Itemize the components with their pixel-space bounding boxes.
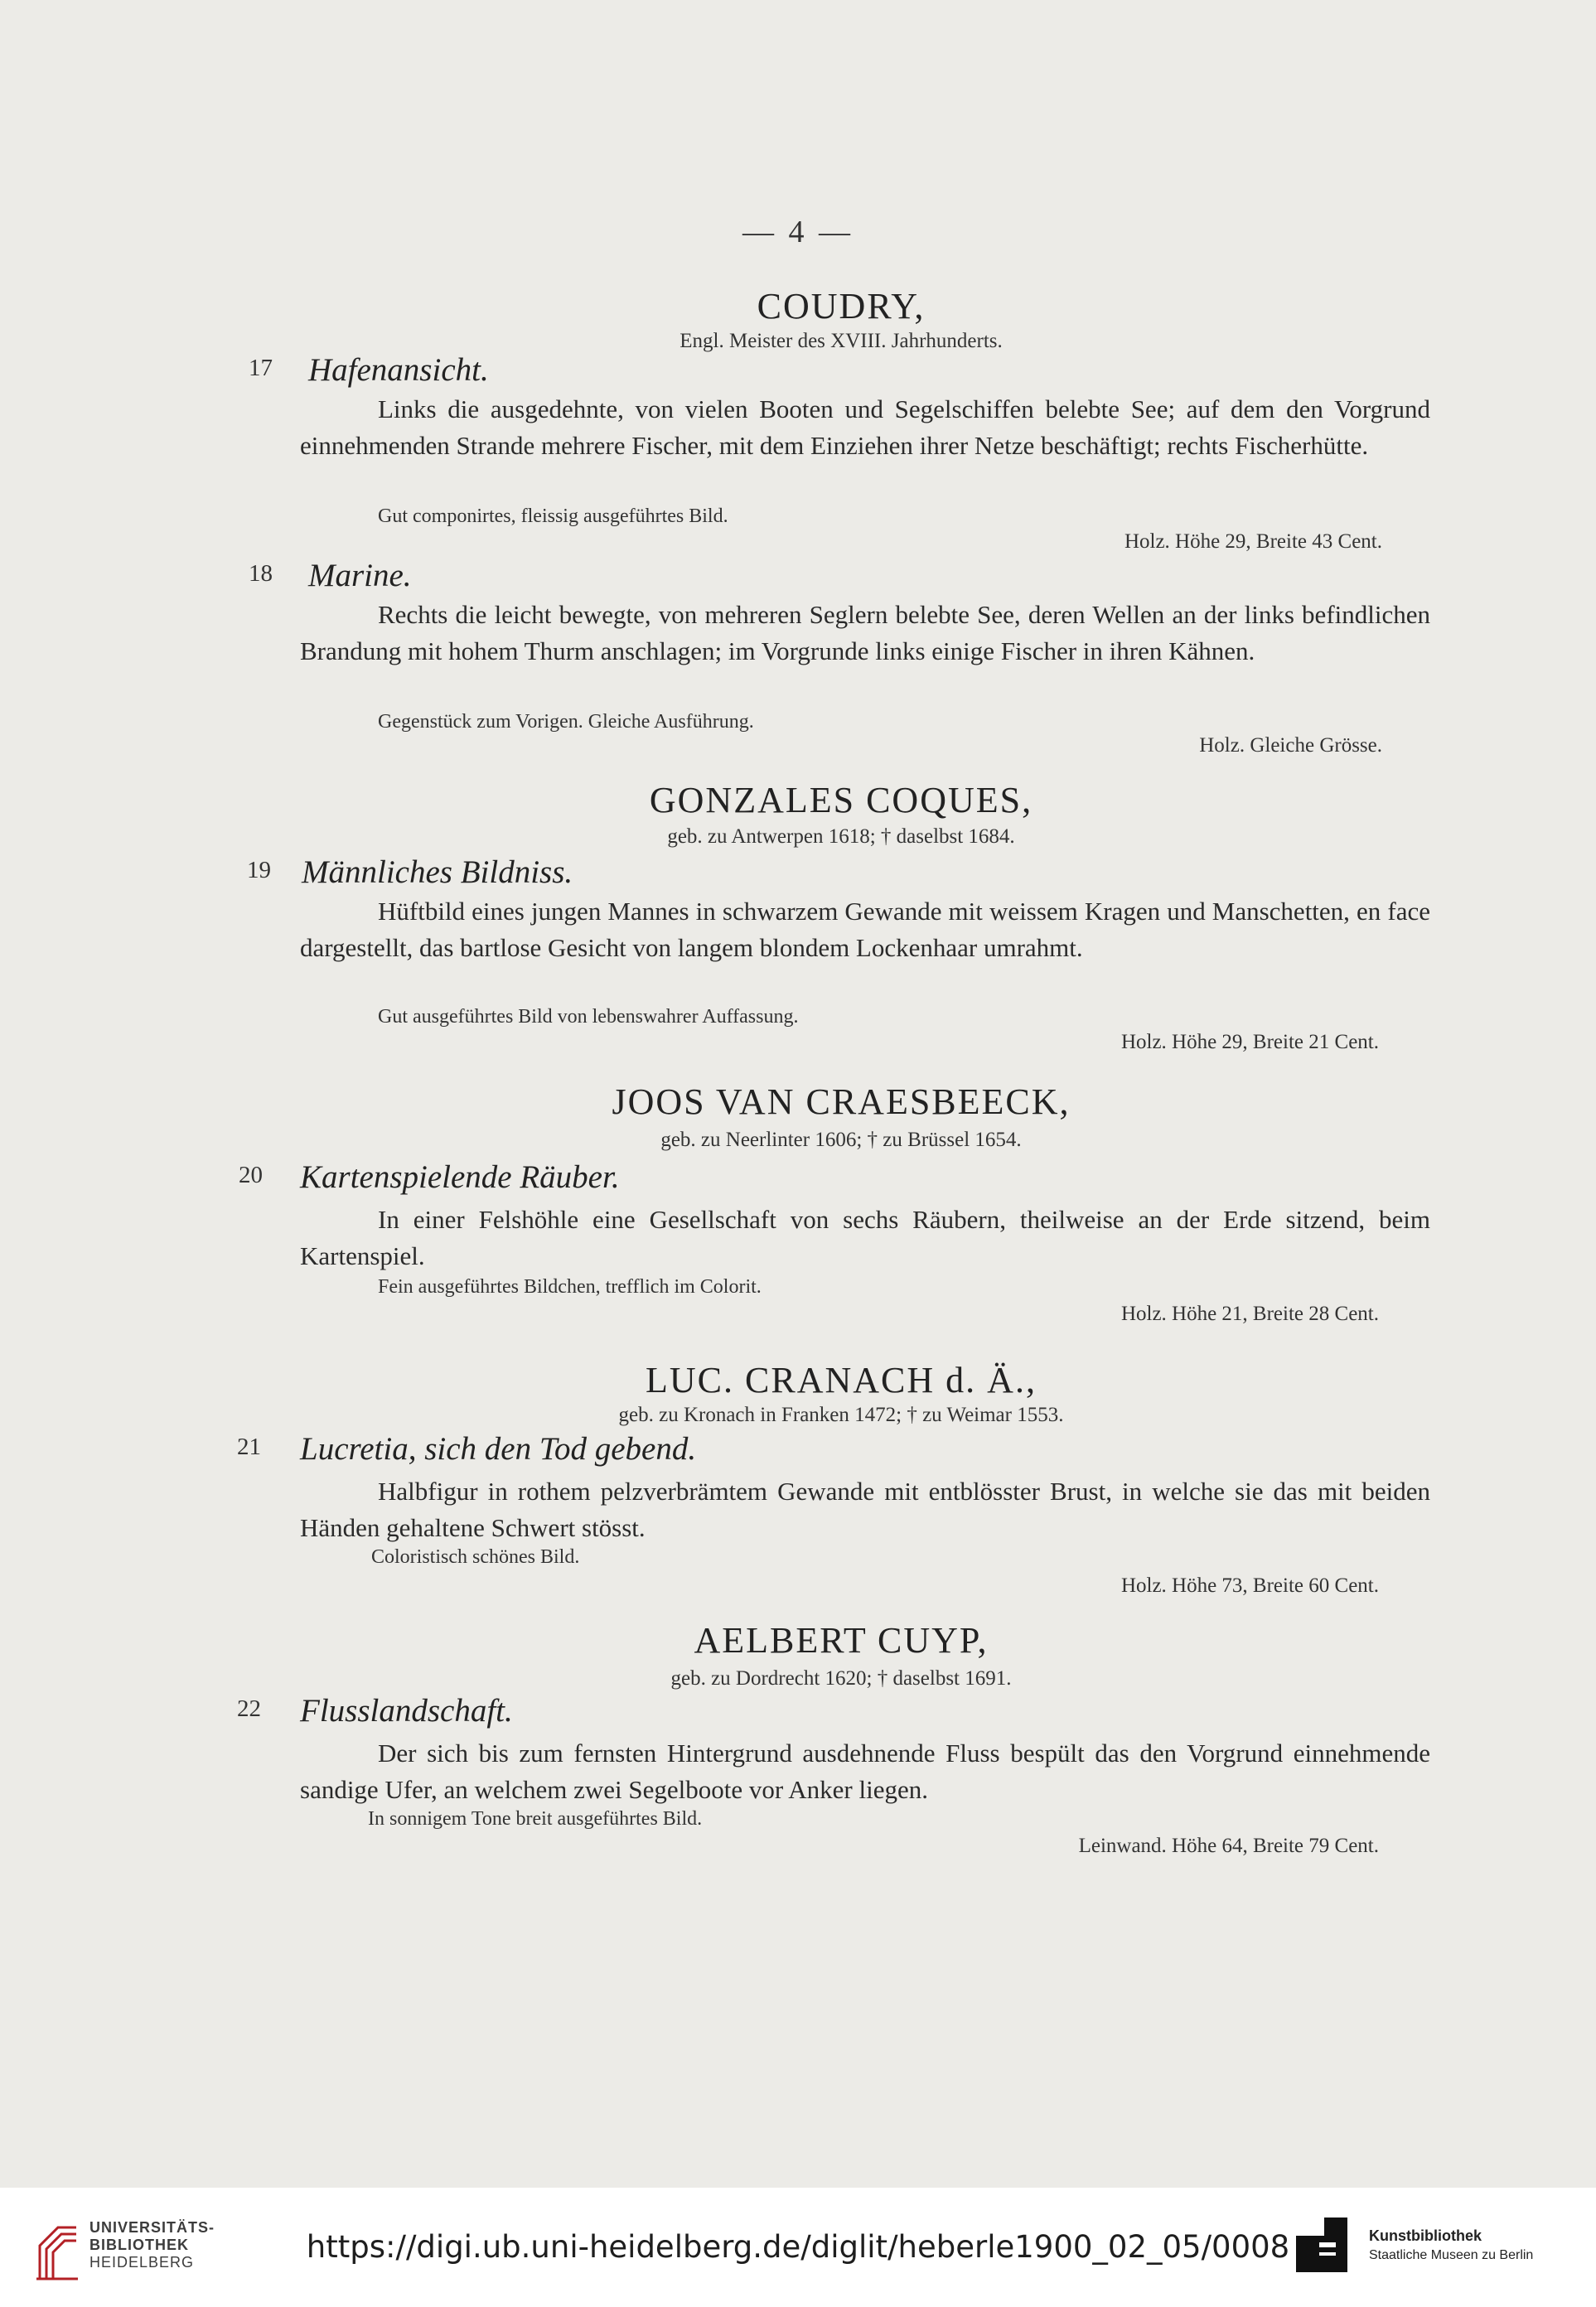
- lot-description: Halbfigur in rothem pelzverbrämtem Gewande mit entblösster Brust, in welche sie das mit beiden Händen gehaltene Schwert stösst.: [300, 1477, 1430, 1542]
- lot-dimensions: Holz. Höhe 73, Breite 60 Cent.: [1120, 1574, 1379, 1597]
- lot-title: Marine.: [308, 558, 412, 593]
- lot-number: 20: [239, 1162, 263, 1188]
- lot-number: 19: [247, 857, 271, 883]
- lot-number: 17: [249, 355, 273, 381]
- lot-dimensions: Holz. Höhe 29, Breite 43 Cent.: [1124, 530, 1382, 553]
- lot-note: Coloristisch schönes Bild.: [371, 1546, 580, 1568]
- lot-note: Gegenstück zum Vorigen. Gleiche Ausführung.: [378, 711, 754, 733]
- lot-dimensions: Holz. Gleiche Grösse.: [1199, 734, 1382, 757]
- artist-bio: geb. zu Dordrecht 1620; † daselbst 1691.: [670, 1667, 1012, 1690]
- artist-name: JOOS VAN CRAESBEECK,: [612, 1081, 1071, 1122]
- lot-dimensions: Holz. Höhe 29, Breite 21 Cent.: [1120, 1031, 1379, 1053]
- artist-name: LUC. CRANACH d. Ä.,: [646, 1360, 1037, 1400]
- lot-description: Der sich bis zum fernsten Hintergrund ausdehnende Fluss bespült das den Vorgrund einnehmende sandige Ufer, an welchem zwei Segelboote vor Anker liegen.: [300, 1739, 1430, 1804]
- lot-note: Gut ausgeführtes Bild von lebenswahrer Auffassung.: [378, 1006, 799, 1028]
- lot-note: Gut componirtes, fleissig ausgeführtes Bild.: [378, 505, 728, 527]
- lot-note: Fein ausgeführtes Bildchen, trefflich im Colorit.: [378, 1276, 762, 1298]
- lot-description: Links die ausgedehnte, von vielen Booten und Segelschiffen belebte See; auf dem den Vorgrund einnehmenden Strande mehrere Fischer, mit dem Einziehen ihrer Netze beschäftigt; rechts Fischerhütte.: [300, 394, 1430, 460]
- artist-name: COUDRY,: [757, 286, 926, 326]
- lot-title: Lucretia, sich den Tod gebend.: [300, 1431, 697, 1467]
- page-number: — 4 —: [742, 215, 854, 249]
- digitization-footer: [0, 2188, 1596, 2307]
- lot-description: In einer Felshöhle eine Gesellschaft von sechs Räubern, theilweise an der Erde sitzend, beim Kartenspiel.: [300, 1205, 1430, 1270]
- lot-number: 22: [237, 1695, 261, 1722]
- lot-title: Hafenansicht.: [308, 352, 489, 388]
- lot-title: Männliches Bildniss.: [302, 854, 573, 890]
- partner-name: Kunstbibliothek Staatliche Museen zu Berlin: [1369, 2227, 1534, 2262]
- lot-description: Rechts die leicht bewegte, von mehreren Seglern belebte See, deren Wellen an der links befindlichen Brandung mit hohem Thurm anschlagen; im Vorgrunde links einige Fischer in ihren Kähnen.: [300, 600, 1430, 665]
- lot-number: 18: [249, 560, 273, 587]
- lot-dimensions: Leinwand. Höhe 64, Breite 79 Cent.: [1078, 1835, 1379, 1857]
- lot-number: 21: [237, 1434, 261, 1460]
- kunstbibliothek-logo-icon: [1296, 2218, 1347, 2272]
- lot-dimensions: Holz. Höhe 21, Breite 28 Cent.: [1120, 1303, 1379, 1325]
- artist-name: AELBERT CUYP,: [694, 1620, 989, 1661]
- artist-bio: geb. zu Antwerpen 1618; † daselbst 1684.: [667, 825, 1015, 848]
- artist-bio: Engl. Meister des XVIII. Jahrhunderts.: [680, 330, 1003, 352]
- artist-name: GONZALES COQUES,: [649, 780, 1033, 820]
- artist-bio: geb. zu Kronach in Franken 1472; † zu Weimar 1553.: [618, 1404, 1064, 1426]
- lot-title: Kartenspielende Räuber.: [300, 1159, 620, 1195]
- university-name: UNIVERSITÄTS- BIBLIOTHEK HEIDELBERG: [89, 2219, 215, 2271]
- lot-note: In sonnigem Tone breit ausgeführtes Bild.: [368, 1808, 703, 1830]
- permalink-url[interactable]: https://digi.ub.uni-heidelberg.de/diglit/heberle1900_02_05/0008: [306, 2229, 1290, 2265]
- lot-title: Flusslandschaft.: [300, 1693, 513, 1729]
- artist-bio: geb. zu Neerlinter 1606; † zu Brüssel 1654.: [660, 1129, 1022, 1151]
- lot-description: Hüftbild eines jungen Mannes in schwarzem Gewande mit weissem Kragen und Manschetten, en face dargestellt, das bartlose Gesicht von langem blondem Lockenhaar umrahmt.: [300, 897, 1430, 962]
